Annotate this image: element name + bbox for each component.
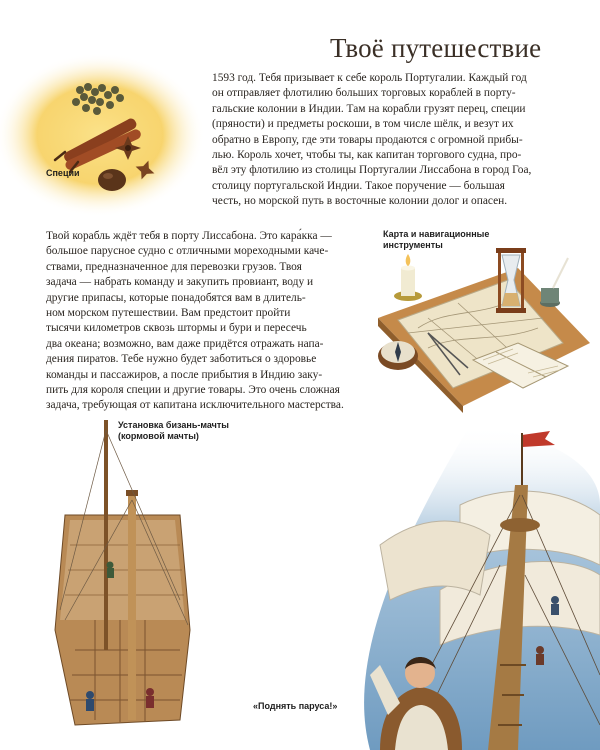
mast-caption: Установка бизань-мачты (кормовой мачты) (118, 420, 229, 441)
map-caption: Карта и навигационные инструменты (383, 229, 490, 250)
spices-caption: Специи (46, 168, 80, 178)
page-title: Твоё путешествие (330, 33, 542, 63)
sailor-raising-sails-illustration (350, 425, 600, 750)
body-paragraph: Твой корабль ждёт тебя в порту Лиссабона. Это кара́кка — большое парусное судно с отличными мореходными каче- ствами, предназначенное для перевозки грузов. Твоя задача — набрать команду и закупить провиант, воду и другие припасы, которые понадобятся вам в длитель- ном морском путешествии. Вам предстоит пройти тысячи километров сквозь штормы и бури и пересечь два океана; возможно, вам даже придётся отражать напа- дения пиратов. Тебе нужно будет заботиться о здоровье команды и пассажиров, а после прибытия в Индию заку- пить для короля специи и другие товары. Это очень сложная задача, требующая от капитана исключительного мастерства. (46, 230, 344, 412)
spices-illustration (0, 60, 200, 230)
sails-caption: «Поднять паруса!» (253, 701, 338, 711)
mizzen-mast-ship-illustration (40, 420, 210, 745)
map-instruments-illustration (368, 248, 593, 413)
intro-paragraph: 1593 год. Тебя призывает к себе король Португалии. Каждый год он отправляет флотилию больших торговых кораблей в порту- гальские колонии в Индии. Там на корабли грузят перец, специи (пряности) и предметы роскоши, в том числе шёлк, и везут их обратно в Европу, где эти товары продаются с огромной прибы- лью. Король хочет, чтобы ты, как капитан торгового судна, про- вёл эту флотилию из столицы Португалии Лиссабона в город Гоа, столицу португальской Индии. Такое поручение — большая честь, но морской путь в восточные колонии долог и опасен. (212, 72, 532, 208)
